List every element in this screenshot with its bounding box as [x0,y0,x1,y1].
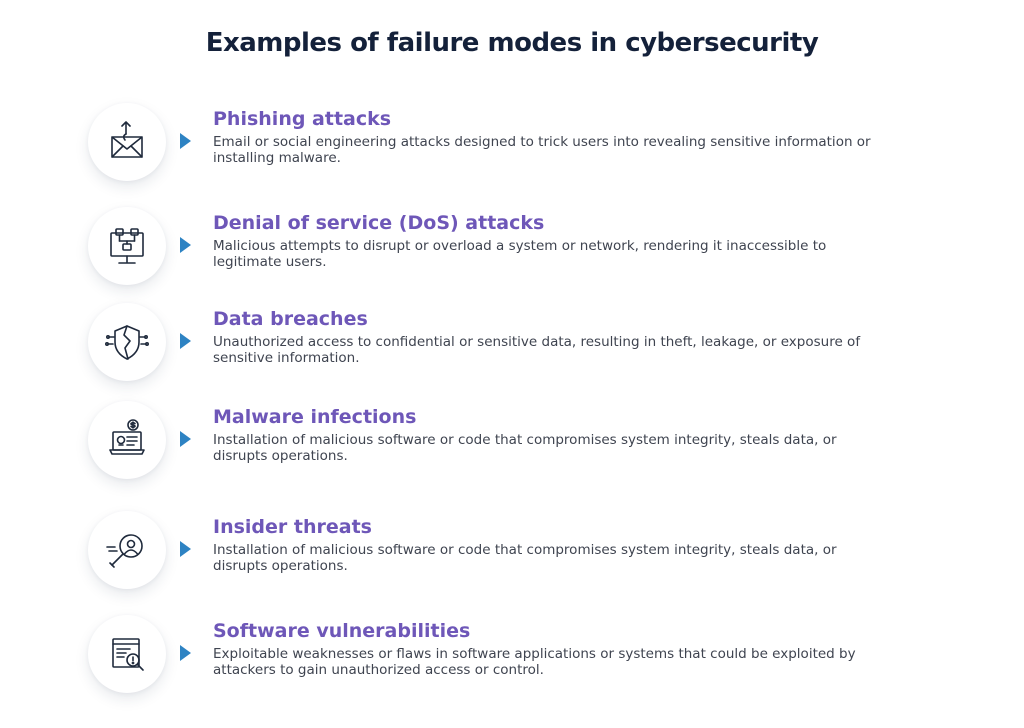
item-heading: Insider threats [213,516,372,538]
item-heading: Phishing attacks [213,108,392,130]
icon-circle [88,103,166,181]
item-description: Malicious attempts to disrupt or overload a system or network, rendering it inaccessible to legitimate users. [213,238,827,270]
arrow-icon [180,431,191,447]
failure-mode-item-malware [88,401,948,491]
icon-circle [88,207,166,285]
failure-mode-item-software-vulnerabilities [88,615,948,705]
item-heading: Denial of service (DoS) attacks [213,212,545,234]
icon-circle [88,303,166,381]
item-description: Email or social engineering attacks designed to trick users into revealing sensitive information or installing malware. [213,134,871,166]
item-description: Installation of malicious software or code that compromises system integrity, steals data, or disrupts operations. [213,542,837,574]
phishing-envelope-icon [102,117,152,167]
arrow-icon [180,541,191,557]
malware-laptop-icon [102,415,152,465]
arrow-icon [180,237,191,253]
arrow-icon [180,645,191,661]
item-description: Installation of malicious software or code that compromises system integrity, steals data, or disrupts operations. [213,432,837,464]
icon-circle [88,615,166,693]
arrow-icon [180,333,191,349]
failure-mode-item-insider-threats [88,511,948,601]
insider-magnifier-icon [102,525,152,575]
page-title: Examples of failure modes in cybersecurity [205,28,819,58]
item-heading: Malware infections [213,406,417,428]
item-description: Unauthorized access to confidential or sensitive data, resulting in theft, leakage, or exposure of sensitive information. [213,334,861,366]
network-monitor-icon [102,221,152,271]
failure-mode-item-dos [88,207,948,297]
item-heading: Data breaches [213,308,368,330]
broken-shield-icon [102,317,152,367]
item-heading: Software vulnerabilities [213,620,471,642]
icon-circle [88,401,166,479]
item-description: Exploitable weaknesses or flaws in software applications or systems that could be exploited by attackers to gain unauthorized access or control. [213,646,856,678]
failure-mode-item-data-breaches [88,303,948,393]
icon-circle [88,511,166,589]
failure-mode-item-phishing [88,103,948,193]
vulnerable-code-icon [102,629,152,679]
arrow-icon [180,133,191,149]
